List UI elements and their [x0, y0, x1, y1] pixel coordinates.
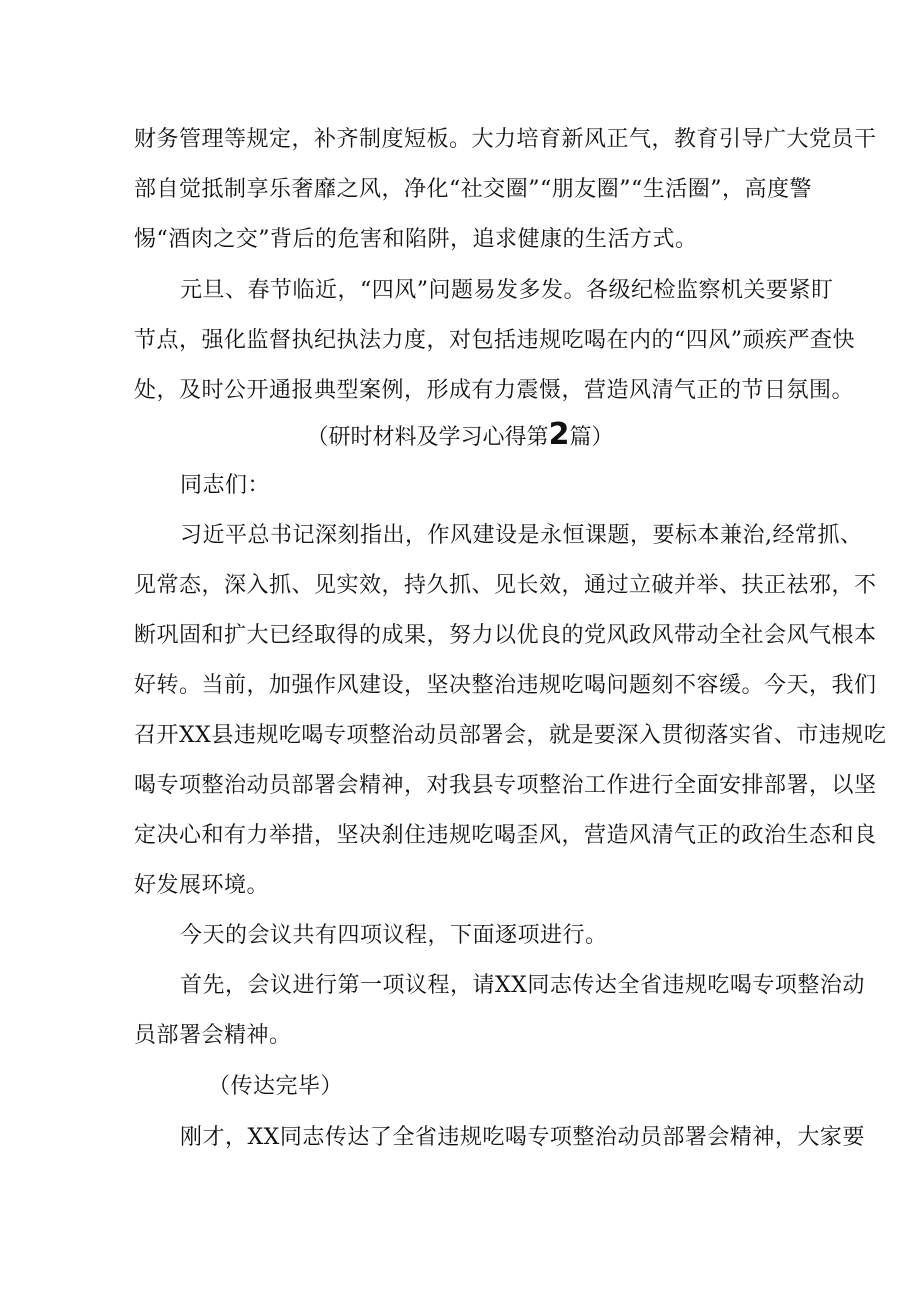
paragraph-line: 喝专项整治动员部署会精神，对我县专项整治工作进行全面安排部署，以坚 [134, 773, 877, 798]
paragraph-line: 首先，会议进行第一项议程，请XX同志传达全省违规吃喝专项整治动 [180, 973, 865, 998]
paragraph-line: 召开XX县违规吃喝专项整治动员部署会，就是要深入贯彻落实省、市违规吃 [134, 723, 887, 748]
paragraph-line: 部自觉抵制享乐奢靡之风，净化“社交圈”“朋友圈”“生活圈”，高度警 [134, 177, 812, 202]
heading-suffix: 篇） [569, 425, 614, 450]
paragraph-line: 今天的会议共有四项议程，下面逐项进行。 [180, 923, 608, 948]
paragraph-line: 元旦、春节临近，“四风”问题易发多发。各级纪检监察机关要紧盯 [180, 278, 834, 303]
paragraph-line: 员部署会精神。 [134, 1023, 292, 1048]
paragraph-line: 处，及时公开通报典型案例，形成有力震慑，营造风清气正的节日氛围。 [134, 378, 855, 403]
paragraph-line: 刚才，XX同志传达了全省违规吃喝专项整治动员部署会精神，大家要 [180, 1125, 865, 1150]
paragraph-line: 财务管理等规定，补齐制度短板。大力培育新风正气，教育引导广大党员干 [134, 127, 877, 152]
paragraph-line: （传达完毕） [208, 1074, 344, 1099]
paragraph-line: 见常态，深入抓、见实效，持久抓、见长效，通过立破并举、扶正祛邪，不 [134, 573, 877, 598]
paragraph-line: 惕“酒肉之交”背后的危害和陷阱，追求健康的生活方式。 [134, 227, 698, 252]
section-heading [0, 418, 920, 455]
paragraph-line: 好发展环境。 [134, 873, 270, 898]
paragraph-line: 断巩固和扩大已经取得的成果，努力以优良的党风政风带动全社会风气根本 [134, 623, 877, 648]
salutation: 同志们： [180, 473, 271, 498]
paragraph-line: 好转。当前，加强作风建设，坚决整治违规吃喝问题刻不容缓。今天，我们 [134, 673, 877, 698]
paragraph-line: 习近平总书记深刻指出，作风建设是永恒课题，要标本兼治,经常抓、 [180, 523, 863, 548]
heading-number: 2 [548, 417, 570, 452]
paragraph-line: 定决心和有力举措，坚决刹住违规吃喝歪风，营造风清气正的政治生态和良 [134, 823, 877, 848]
heading-prefix: （研时材料及学习心得第 [306, 425, 549, 450]
paragraph-line: 节点，强化监督执纪执法力度，对包括违规吃喝在内的“四风”顽疾严查快 [134, 328, 855, 353]
